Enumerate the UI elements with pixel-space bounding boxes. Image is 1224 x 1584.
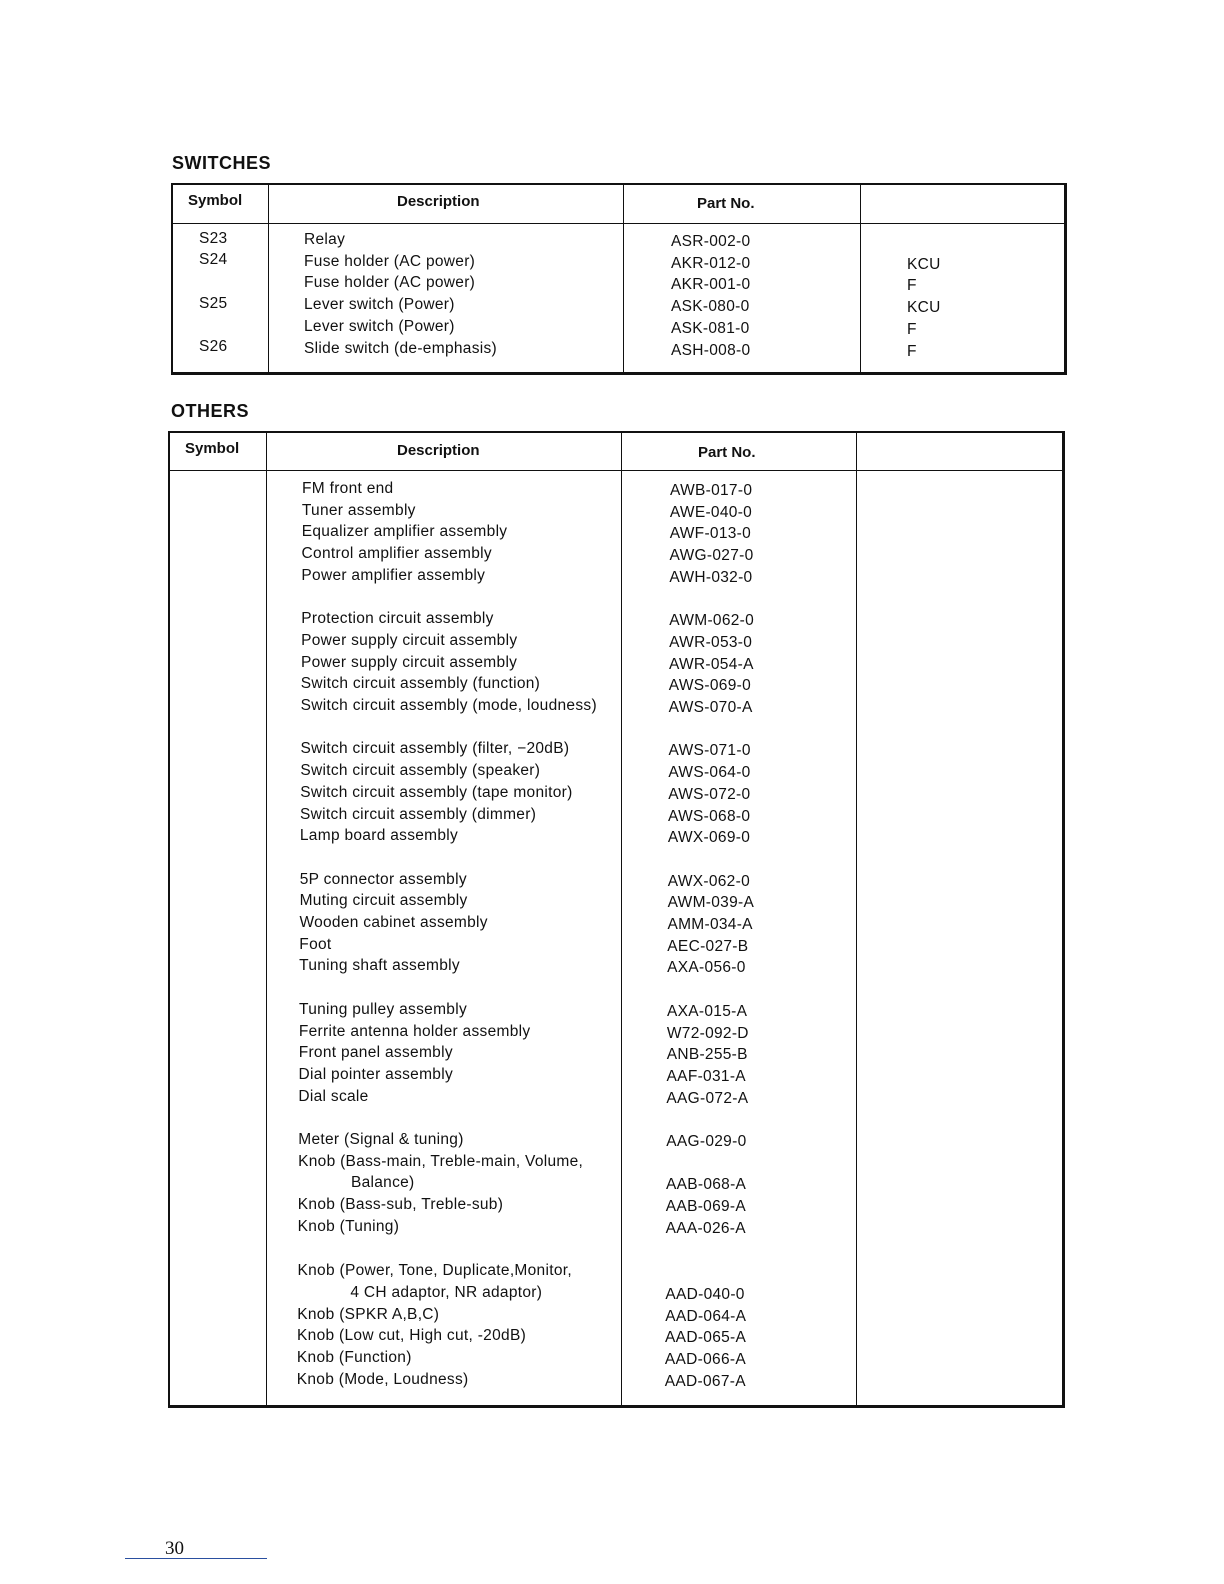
switches-table bbox=[171, 183, 1067, 375]
table-row-description: Lever switch (Power) bbox=[304, 318, 455, 335]
table-row-note: F bbox=[907, 321, 917, 338]
table-row-description: Power amplifier assembly bbox=[301, 566, 486, 584]
table-row-part-no: AXA-056-0 bbox=[667, 959, 746, 977]
table-row-description: Knob (Function) bbox=[296, 1349, 412, 1366]
table-row-part-no: AAG-029-0 bbox=[666, 1133, 747, 1150]
table-row-description: Dial pointer assembly bbox=[298, 1065, 454, 1083]
table-row-part-no: AXA-015-A bbox=[667, 1002, 748, 1020]
table-row-part-no: AKR-012-0 bbox=[671, 255, 751, 272]
table-row-description: Slide switch (de-emphasis) bbox=[304, 340, 498, 357]
table-row-note: KCU bbox=[907, 256, 941, 273]
table-row-description: Knob (Mode, Loudness) bbox=[296, 1370, 469, 1388]
table-row-part-no: AWS-064-0 bbox=[668, 764, 751, 782]
others-table bbox=[168, 431, 1065, 1408]
others-header-description: Description bbox=[397, 442, 480, 459]
table-row-description: Meter (Signal & tuning) bbox=[298, 1131, 464, 1148]
table-row-part-no: AWB-017-0 bbox=[670, 482, 753, 499]
table-row-description: Knob (Bass-main, Treble-main, Volume, bbox=[298, 1152, 584, 1170]
table-row-symbol: S26 bbox=[199, 338, 228, 355]
table-row-part-no: AAD-066-A bbox=[664, 1351, 746, 1368]
table-row-part-no: AAD-040-0 bbox=[665, 1285, 745, 1303]
table-row-part-no: AWS-068-0 bbox=[668, 807, 751, 825]
table-row-description: 5P connector assembly bbox=[299, 870, 467, 888]
table-row-part-no: AWH-032-0 bbox=[669, 568, 753, 586]
table-row-description: Knob (Bass-sub, Treble-sub) bbox=[297, 1196, 504, 1214]
table-row-part-no: ANB-255-B bbox=[666, 1046, 748, 1064]
table-row-description: FM front end bbox=[302, 480, 394, 497]
table-row-symbol: S23 bbox=[199, 230, 228, 247]
table-row-note: F bbox=[907, 277, 917, 294]
table-row-part-no: AAD-067-A bbox=[664, 1372, 746, 1390]
others-title: OTHERS bbox=[171, 401, 250, 421]
table-row-description: Switch circuit assembly (speaker) bbox=[300, 762, 541, 780]
table-row-description: Dial scale bbox=[298, 1087, 369, 1105]
table-row-description: Wooden cabinet assembly bbox=[299, 914, 488, 931]
table-row-description: Lever switch (Power) bbox=[304, 296, 455, 313]
table-row-description: Ferrite antenna holder assembly bbox=[298, 1022, 531, 1040]
others-header-symbol: Symbol bbox=[185, 440, 240, 457]
table-row-part-no: AWM-062-0 bbox=[669, 612, 755, 630]
table-row-description: Front panel assembly bbox=[298, 1044, 453, 1062]
table-row-description: Switch circuit assembly (filter, −20dB) bbox=[300, 740, 570, 758]
table-row-part-no: AAF-031-A bbox=[666, 1067, 746, 1085]
table-row-description: Knob (Low cut, High cut, -20dB) bbox=[297, 1327, 527, 1345]
table-row-symbol: S25 bbox=[199, 295, 228, 312]
table-row-part-no: AWM-039-A bbox=[667, 894, 755, 912]
table-row-part-no: ASK-080-0 bbox=[671, 298, 750, 315]
switches-header-part-no: Part No. bbox=[697, 195, 755, 212]
switches-header-symbol: Symbol bbox=[188, 192, 243, 209]
table-row-part-no: ASR-002-0 bbox=[671, 233, 751, 250]
page-number: 30 bbox=[165, 1538, 184, 1559]
table-row-description: Relay bbox=[304, 231, 346, 248]
switches-title: SWITCHES bbox=[172, 153, 272, 173]
table-row-description: Tuner assembly bbox=[301, 501, 416, 519]
others-header-part-no: Part No. bbox=[698, 444, 756, 461]
table-row-part-no: AWG-027-0 bbox=[669, 547, 754, 565]
table-row-description: Equalizer amplifier assembly bbox=[301, 523, 508, 541]
table-row-part-no: AWS-069-0 bbox=[668, 677, 752, 695]
table-row-part-no: AWX-062-0 bbox=[667, 872, 750, 890]
table-row-description: Knob (Power, Tone, Duplicate,Monitor, bbox=[297, 1262, 572, 1280]
table-row-description: Muting circuit assembly bbox=[299, 892, 468, 910]
table-row-part-no: AWE-040-0 bbox=[669, 503, 753, 521]
table-row-part-no: AWS-071-0 bbox=[668, 742, 751, 760]
table-row-description: Knob (SPKR A,B,C) bbox=[297, 1305, 440, 1323]
table-row-description: Power supply circuit assembly bbox=[301, 631, 518, 649]
table-row-part-no: ASH-008-0 bbox=[671, 342, 751, 359]
table-row-description: Tuning shaft assembly bbox=[299, 957, 460, 975]
table-row-description: Balance) bbox=[350, 1174, 415, 1192]
table-row-part-no: AWX-069-0 bbox=[667, 829, 751, 847]
table-row-description: Switch circuit assembly (dimmer) bbox=[300, 805, 537, 823]
table-row-part-no: AAB-068-A bbox=[665, 1176, 747, 1194]
table-row-part-no: ASK-081-0 bbox=[671, 320, 750, 337]
table-row-part-no: AAD-065-A bbox=[665, 1329, 747, 1347]
table-row-part-no: AEC-027-B bbox=[667, 937, 749, 955]
table-row-description: Knob (Tuning) bbox=[297, 1217, 400, 1235]
table-row-description: Foot bbox=[299, 935, 332, 953]
table-row-part-no: W72-092-D bbox=[666, 1024, 749, 1042]
table-row-part-no: AKR-001-0 bbox=[671, 276, 751, 293]
table-row-description: Fuse holder (AC power) bbox=[304, 253, 476, 270]
table-row-part-no: AWR-053-0 bbox=[669, 633, 753, 651]
table-row-part-no: AMM-034-A bbox=[667, 916, 753, 933]
footer-rule bbox=[125, 1558, 267, 1559]
switches-header-description: Description bbox=[397, 193, 480, 210]
table-row-part-no: AWS-070-A bbox=[668, 699, 753, 716]
table-row-description: Switch circuit assembly (function) bbox=[300, 675, 541, 693]
table-row-description: Tuning pulley assembly bbox=[299, 1000, 467, 1018]
table-row-description: 4 CH adaptor, NR adaptor) bbox=[350, 1283, 543, 1301]
table-row-note: KCU bbox=[907, 299, 941, 316]
table-row-part-no: AAB-069-A bbox=[665, 1198, 747, 1216]
table-row-description: Control amplifier assembly bbox=[301, 545, 492, 563]
table-row-description: Power supply circuit assembly bbox=[300, 653, 518, 671]
table-row-description: Lamp board assembly bbox=[299, 827, 459, 845]
table-row-part-no: AAG-072-A bbox=[666, 1089, 749, 1107]
table-row-symbol: S24 bbox=[199, 251, 228, 268]
table-row-description: Fuse holder (AC power) bbox=[304, 274, 476, 291]
table-row-part-no: AWF-013-0 bbox=[669, 525, 752, 543]
table-row-part-no: AWR-054-A bbox=[668, 655, 754, 673]
table-row-part-no: AAA-026-A bbox=[665, 1219, 746, 1237]
table-row-description: Switch circuit assembly (tape monitor) bbox=[300, 783, 573, 801]
table-row-description: Switch circuit assembly (mode, loudness) bbox=[300, 697, 597, 714]
table-row-note: F bbox=[907, 343, 917, 360]
table-row-description: Protection circuit assembly bbox=[301, 610, 494, 628]
table-row-part-no: AWS-072-0 bbox=[668, 785, 751, 803]
table-row-part-no: AAD-064-A bbox=[665, 1307, 747, 1325]
